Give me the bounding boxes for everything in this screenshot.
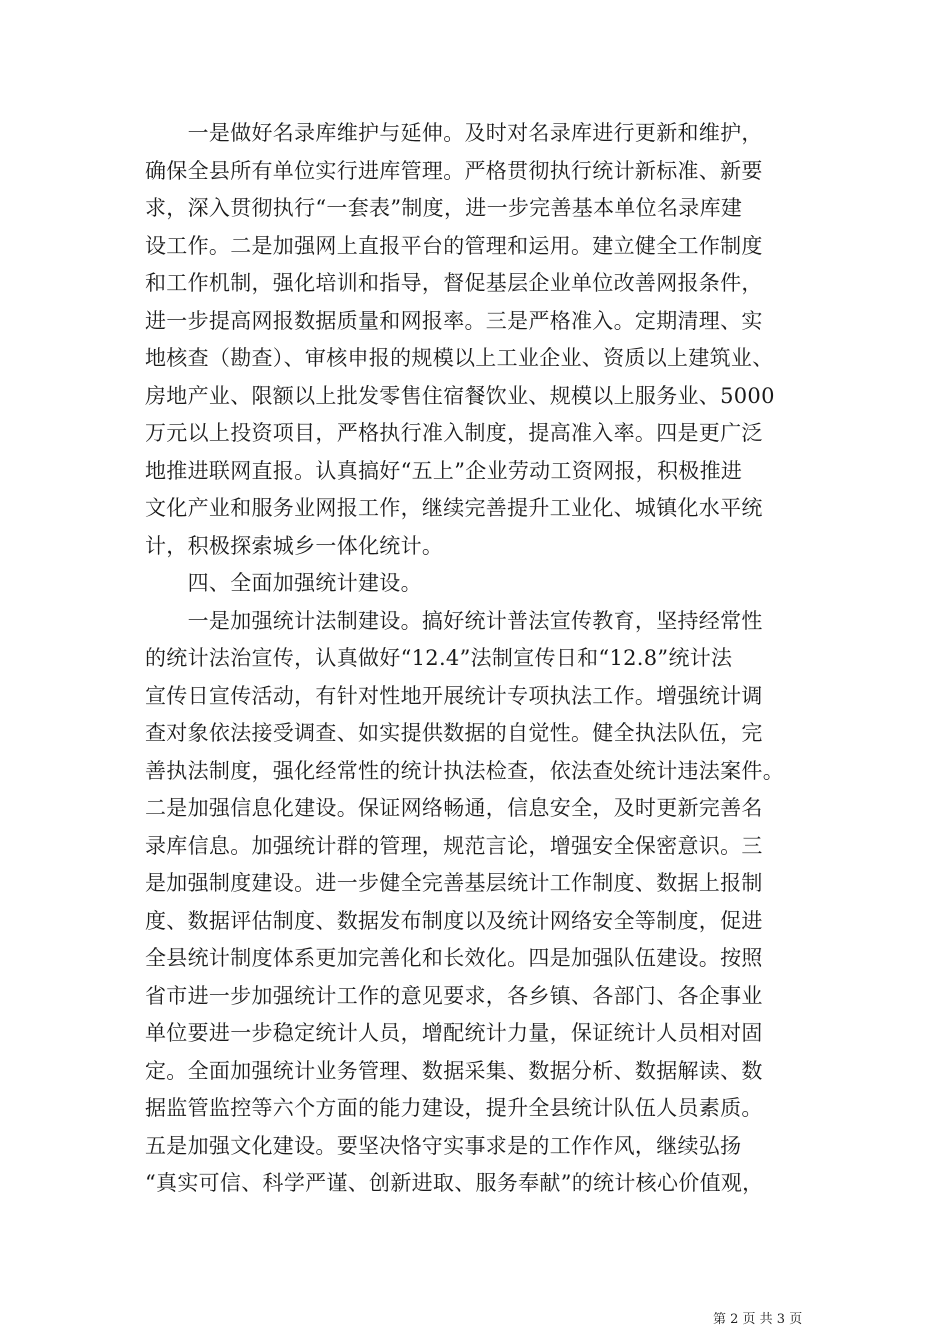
- text-line: 一是加强统计法制建设。搞好统计普法宣传教育，坚持经常性: [145, 608, 763, 633]
- text-line: “真实可信、科学严谨、创新进取、服务奉献”的统计核心价值观，: [145, 1171, 764, 1195]
- text-line: 设工作。二是加强网上直报平台的管理和运用。建立健全工作制度: [145, 233, 763, 258]
- page-number: 第 2 页 共 3 页: [713, 1312, 803, 1327]
- text-line: 二是加强信息化建设。保证网络畅通，信息安全，及时更新完善名: [145, 796, 763, 820]
- text-line: 万元以上投资项目，严格执行准入制度，提高准入率。四是更广泛: [145, 421, 763, 445]
- text-line: 查对象依法接受调查、如实提供数据的自觉性。健全执法队伍，完: [145, 721, 763, 745]
- section-heading: 四、全面加强统计建设。: [145, 571, 422, 595]
- text-line: 文化产业和服务业网报工作，继续完善提升工业化、城镇化水平统: [145, 496, 763, 520]
- text-line: 定。全面加强统计业务管理、数据采集、数据分析、数据解读、数: [145, 1058, 763, 1083]
- text-line: 五是加强文化建设。要坚决恪守实事求是的工作作风，继续弘扬: [145, 1133, 742, 1158]
- text-line: 地推进联网直报。认真搞好“五上”企业劳动工资网报，积极推进: [145, 458, 743, 483]
- body-text: [145, 115, 813, 1203]
- text-line: 一是做好名录库维护与延伸。及时对名录库进行更新和维护，: [145, 121, 763, 145]
- text-line: 单位要进一步稳定统计人员，增配统计力量，保证统计人员相对固: [145, 1021, 763, 1045]
- text-line: 确保全县所有单位实行进库管理。严格贯彻执行统计新标准、新要: [145, 158, 763, 183]
- text-line: 宣传日宣传活动，有针对性地开展统计专项执法工作。增强统计调: [145, 683, 763, 708]
- text-line: 求，深入贯彻执行“一套表”制度，进一步完善基本单位名录库建: [145, 196, 743, 220]
- text-line: 地核查（勘查）、审核申报的规模以上工业企业、资质以上建筑业、: [145, 346, 774, 370]
- text-line: 度、数据评估制度、数据发布制度以及统计网络安全等制度，促进: [145, 908, 763, 933]
- text-line: 房地产业、限额以上批发零售住宿餐饮业、规模以上服务业、5000: [145, 383, 775, 408]
- text-line: 据监管监控等六个方面的能力建设，提升全县统计队伍人员素质。: [145, 1096, 763, 1120]
- text-line: 省市进一步加强统计工作的意见要求，各乡镇、各部门、各企事业: [145, 983, 763, 1008]
- text-line: 进一步提高网报数据质量和网报率。三是严格准入。定期清理、实: [145, 308, 763, 333]
- text-line: 全县统计制度体系更加完善化和长效化。四是加强队伍建设。按照: [145, 946, 763, 970]
- text-line: 的统计法治宣传，认真做好“12.4”法制宣传日和“12.8”统计法: [145, 646, 733, 670]
- text-line: 是加强制度建设。进一步健全完善基层统计工作制度、数据上报制: [145, 871, 763, 895]
- text-line: 计，积极探索城乡一体化统计。: [145, 533, 444, 558]
- text-line: 录库信息。加强统计群的管理，规范言论，增强安全保密意识。三: [145, 833, 763, 858]
- text-line: 善执法制度，强化经常性的统计执法检查，依法查处统计违法案件。: [145, 758, 784, 783]
- text-line: 和工作机制，强化培训和指导，督促基层企业单位改善网报条件，: [145, 271, 763, 295]
